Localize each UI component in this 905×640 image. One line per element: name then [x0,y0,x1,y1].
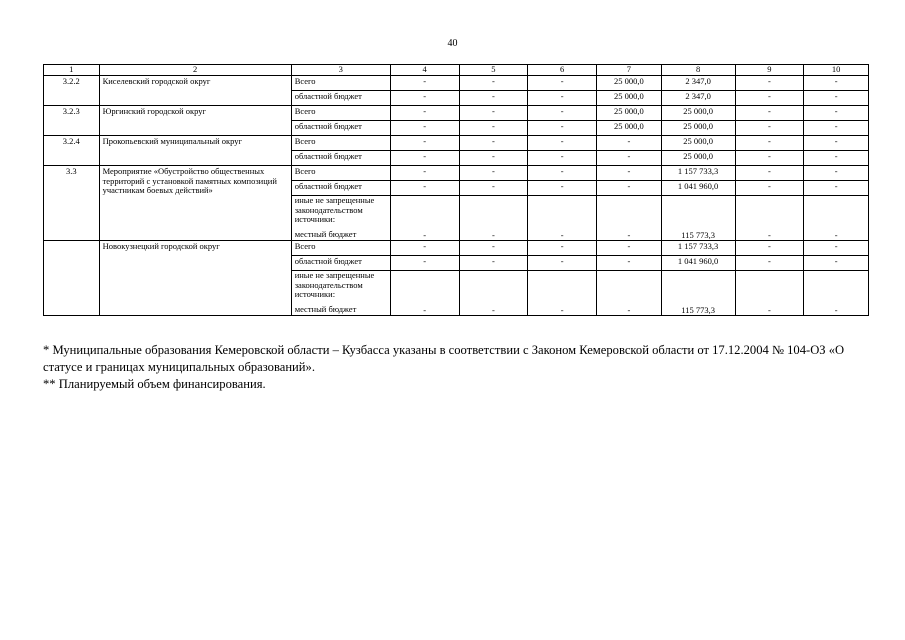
cell-value: - [735,121,804,136]
cell-value: - [804,121,869,136]
cell-value: - [528,121,597,136]
footnote-municipalities: * Муниципальные образования Кемеровской области – Кузбасса указаны в соответствии с Законом Кемеровской области от 17.12.2004 № 104-ОЗ «О статусе и границах муниципальных образований». [43,343,845,374]
cell-value: - [735,91,804,106]
cell-value: - [804,256,869,271]
cell-value: 25 000,0 [597,121,662,136]
cell-value: - [735,106,804,121]
cell-value: - [459,241,528,256]
cell-value: - [459,76,528,91]
table-row [44,241,869,256]
cell-value: 25 000,0 [597,91,662,106]
funding-source [291,271,390,316]
cell-value: - [597,181,662,196]
row-number: 3.3 [44,166,100,241]
funding-source: Всего [291,106,390,121]
cell-value: - [804,271,869,316]
cell-value: - [390,241,459,256]
column-header: 6 [528,65,597,76]
cell-value: - [459,91,528,106]
cell-value: - [597,136,662,151]
activity-name: Мероприятие «Обустройство общественных территорий с установкой памятных композиций участникам боевых действий» [99,166,291,241]
cell-value: - [390,256,459,271]
cell-value: - [459,181,528,196]
cell-value: - [804,136,869,151]
table-row [44,76,869,91]
column-header: 2 [99,65,291,76]
column-header: 10 [804,65,869,76]
cell-value: - [390,121,459,136]
cell-value: - [735,256,804,271]
funding-source: областной бюджет [291,91,390,106]
column-header: 5 [459,65,528,76]
row-number [44,241,100,316]
cell-value: - [459,151,528,166]
municipality-name: Киселевский городской округ [99,76,291,106]
cell-value: - [459,136,528,151]
funding-source: областной бюджет [291,181,390,196]
cell-value: 25 000,0 [597,76,662,91]
cell-value: - [735,151,804,166]
cell-value: - [390,166,459,181]
cell-value: 1 157 733,3 [661,166,735,181]
column-header: 4 [390,65,459,76]
cell-value: - [459,121,528,136]
funding-source-other: иные не запрещенные законодательством источники: [294,195,375,224]
cell-value: 115 773,3 [661,271,735,316]
funding-source: областной бюджет [291,151,390,166]
funding-source-local: местный бюджет [294,228,357,239]
cell-value: - [528,271,597,316]
cell-value: - [390,151,459,166]
cell-value: - [597,256,662,271]
cell-value: - [528,241,597,256]
table-row [44,166,869,181]
funding-source: областной бюджет [291,121,390,136]
row-number: 3.2.2 [44,76,100,106]
cell-value: - [390,136,459,151]
funding-source: Всего [291,241,390,256]
cell-value: - [390,91,459,106]
footnotes [43,342,873,393]
municipality-name: Прокопьевский муниципальный округ [99,136,291,166]
cell-value: 2 347,0 [661,76,735,91]
financing-table [43,64,869,316]
cell-value: - [735,181,804,196]
table-row [44,136,869,151]
cell-value: - [735,271,804,316]
cell-value: - [597,196,662,241]
cell-value: - [390,76,459,91]
cell-value: - [735,76,804,91]
column-header: 1 [44,65,100,76]
cell-value: - [804,181,869,196]
cell-value: 1 041 960,0 [661,181,735,196]
table-header-row [44,65,869,76]
cell-value: 25 000,0 [661,136,735,151]
cell-value: - [804,76,869,91]
cell-value: - [597,271,662,316]
column-header: 3 [291,65,390,76]
cell-value: 2 347,0 [661,91,735,106]
cell-value: - [528,151,597,166]
funding-source: Всего [291,76,390,91]
cell-value: - [804,106,869,121]
cell-value: - [390,196,459,241]
cell-value: - [528,256,597,271]
cell-value: - [597,151,662,166]
cell-value: - [528,181,597,196]
row-number: 3.2.3 [44,106,100,136]
funding-source: Всего [291,166,390,181]
cell-value: - [735,166,804,181]
cell-value: - [804,91,869,106]
row-number: 3.2.4 [44,136,100,166]
cell-value: - [390,106,459,121]
cell-value: - [528,196,597,241]
column-header: 9 [735,65,804,76]
funding-source: Всего [291,136,390,151]
page-number: 40 [447,38,458,49]
footnote-planned-funding: ** Планируемый объем финансирования. [43,377,266,391]
cell-value: - [735,241,804,256]
cell-value: - [735,136,804,151]
cell-value: - [597,166,662,181]
column-header: 7 [597,65,662,76]
cell-value: 25 000,0 [661,121,735,136]
cell-value: 25 000,0 [661,106,735,121]
cell-value: - [390,181,459,196]
cell-value: - [804,196,869,241]
cell-value: 25 000,0 [661,151,735,166]
cell-value: - [735,196,804,241]
cell-value: 1 157 733,3 [661,241,735,256]
cell-value: - [390,271,459,316]
cell-value: - [528,166,597,181]
funding-source: областной бюджет [291,256,390,271]
funding-source-local: местный бюджет [294,303,357,314]
cell-value: 115 773,3 [661,196,735,241]
cell-value: - [528,91,597,106]
funding-source [291,196,390,241]
cell-value: - [528,106,597,121]
cell-value: - [804,241,869,256]
cell-value: - [459,256,528,271]
cell-value: - [528,136,597,151]
municipality-name: Юргинский городской округ [99,106,291,136]
cell-value: - [459,196,528,241]
cell-value: - [459,106,528,121]
cell-value: 1 041 960,0 [661,256,735,271]
cell-value: - [804,166,869,181]
cell-value: - [528,76,597,91]
municipality-name: Новокузнецкий городской округ [99,241,291,316]
cell-value: 25 000,0 [597,106,662,121]
column-header: 8 [661,65,735,76]
cell-value: - [804,151,869,166]
cell-value: - [597,241,662,256]
cell-value: - [459,166,528,181]
cell-value: - [459,271,528,316]
funding-source-other: иные не запрещенные законодательством источники: [294,270,375,299]
table-row [44,106,869,121]
